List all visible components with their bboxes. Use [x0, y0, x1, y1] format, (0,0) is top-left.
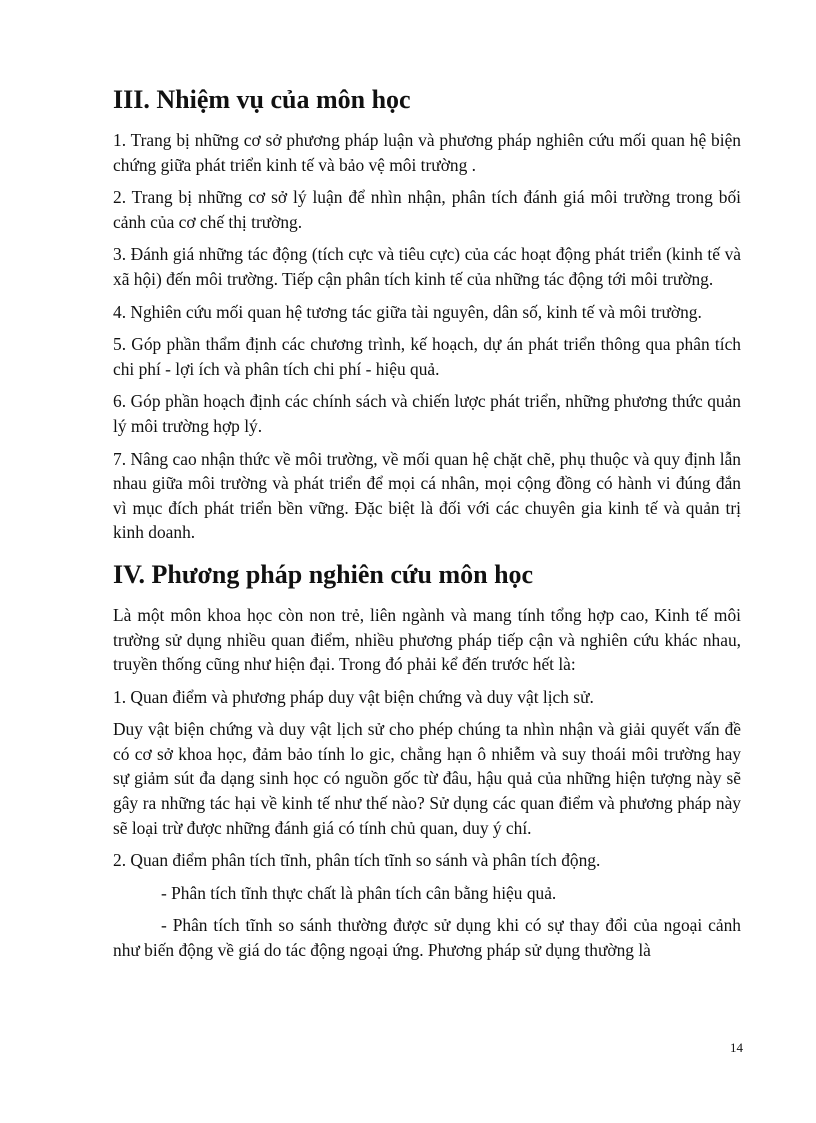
method-2-bullet-static: - Phân tích tĩnh thực chất là phân tích cân bằng hiệu quả. — [161, 882, 557, 903]
methods-intro: Là một môn khoa học còn non trẻ, liên ngành và mang tính tổng hợp cao, Kinh tế môi trường sử dụng nhiều quan điểm, nhiều phương pháp tiếp cận và nghiên cứu khác nhau, truyền thống cũng như hiện đại. Trong đó phải kể đến trước hết là: — [113, 604, 741, 675]
method-2-bullet-comparative: - Phân tích tĩnh so sánh thường được sử dụng khi có sự thay đổi của ngoại cảnh như biến động về giá do tác động ngoại ứng. Phương pháp sử dụng thường là — [113, 915, 741, 961]
task-item-2: 2. Trang bị những cơ sở lý luận để nhìn nhận, phân tích đánh giá môi trường trong bối cảnh của cơ chế thị trường. — [113, 187, 741, 232]
task-item-5: 5. Góp phần thẩm định các chương trình, kế hoạch, dự án phát triển thông qua phân tích chi phí - lợi ích và phân tích chi phí - hiệu quả. — [113, 334, 741, 379]
task-item-7: 7. Nâng cao nhận thức về môi trường, về mối quan hệ chặt chẽ, phụ thuộc và quy định lẫn nhau giữa môi trường và phát triển để mọi cá nhân, mọi cộng đồng có hành vi đúng đắn vì mục đích phát triển bền vững. Đặc biệt là đối với các chuyên gia kinh tế và quản trị kinh doanh. — [113, 448, 741, 543]
page-content — [113, 83, 741, 971]
method-1-title: 1. Quan điểm và phương pháp duy vật biện chứng và duy vật lịch sử. — [113, 686, 594, 707]
task-item-6: 6. Góp phần hoạch định các chính sách và chiến lược phát triển, những phương thức quản lý môi trường hợp lý. — [113, 391, 741, 436]
task-item-1: 1. Trang bị những cơ sở phương pháp luận và phương pháp nghiên cứu mối quan hệ biện chứng giữa phát triển kinh tế và bảo vệ môi trường . — [113, 130, 741, 175]
method-1-body: Duy vật biện chứng và duy vật lịch sử cho phép chúng ta nhìn nhận và giải quyết vấn đề có cơ sở khoa học, đảm bảo tính lo gic, chẳng hạn ô nhiễm và suy thoái môi trường hay sự giảm sút đa dạng sinh học có nguồn gốc từ đâu, hậu quả của những hiện tượng này sẽ gây ra những tác hại về kinh tế như thế nào? Sử dụng các quan điểm và phương pháp này sẽ loại trừ được những đánh giá có tính chủ quan, duy ý chí. — [113, 719, 741, 838]
task-item-4: 4. Nghiên cứu mối quan hệ tương tác giữa tài nguyên, dân số, kinh tế và môi trường. — [113, 301, 702, 322]
page-number: 14 — [730, 1040, 743, 1055]
section-heading-tasks: III. Nhiệm vụ của môn học — [113, 85, 411, 114]
method-2-title: 2. Quan điểm phân tích tĩnh, phân tích tĩnh so sánh và phân tích động. — [113, 850, 601, 871]
task-item-3: 3. Đánh giá những tác động (tích cực và tiêu cực) của các hoạt động phát triển (kinh tế và xã hội) đến môi trường. Tiếp cận phân tích kinh tế của những tác động tới môi trường. — [113, 244, 741, 289]
section-heading-methods: IV. Phương pháp nghiên cứu môn học — [113, 559, 534, 589]
